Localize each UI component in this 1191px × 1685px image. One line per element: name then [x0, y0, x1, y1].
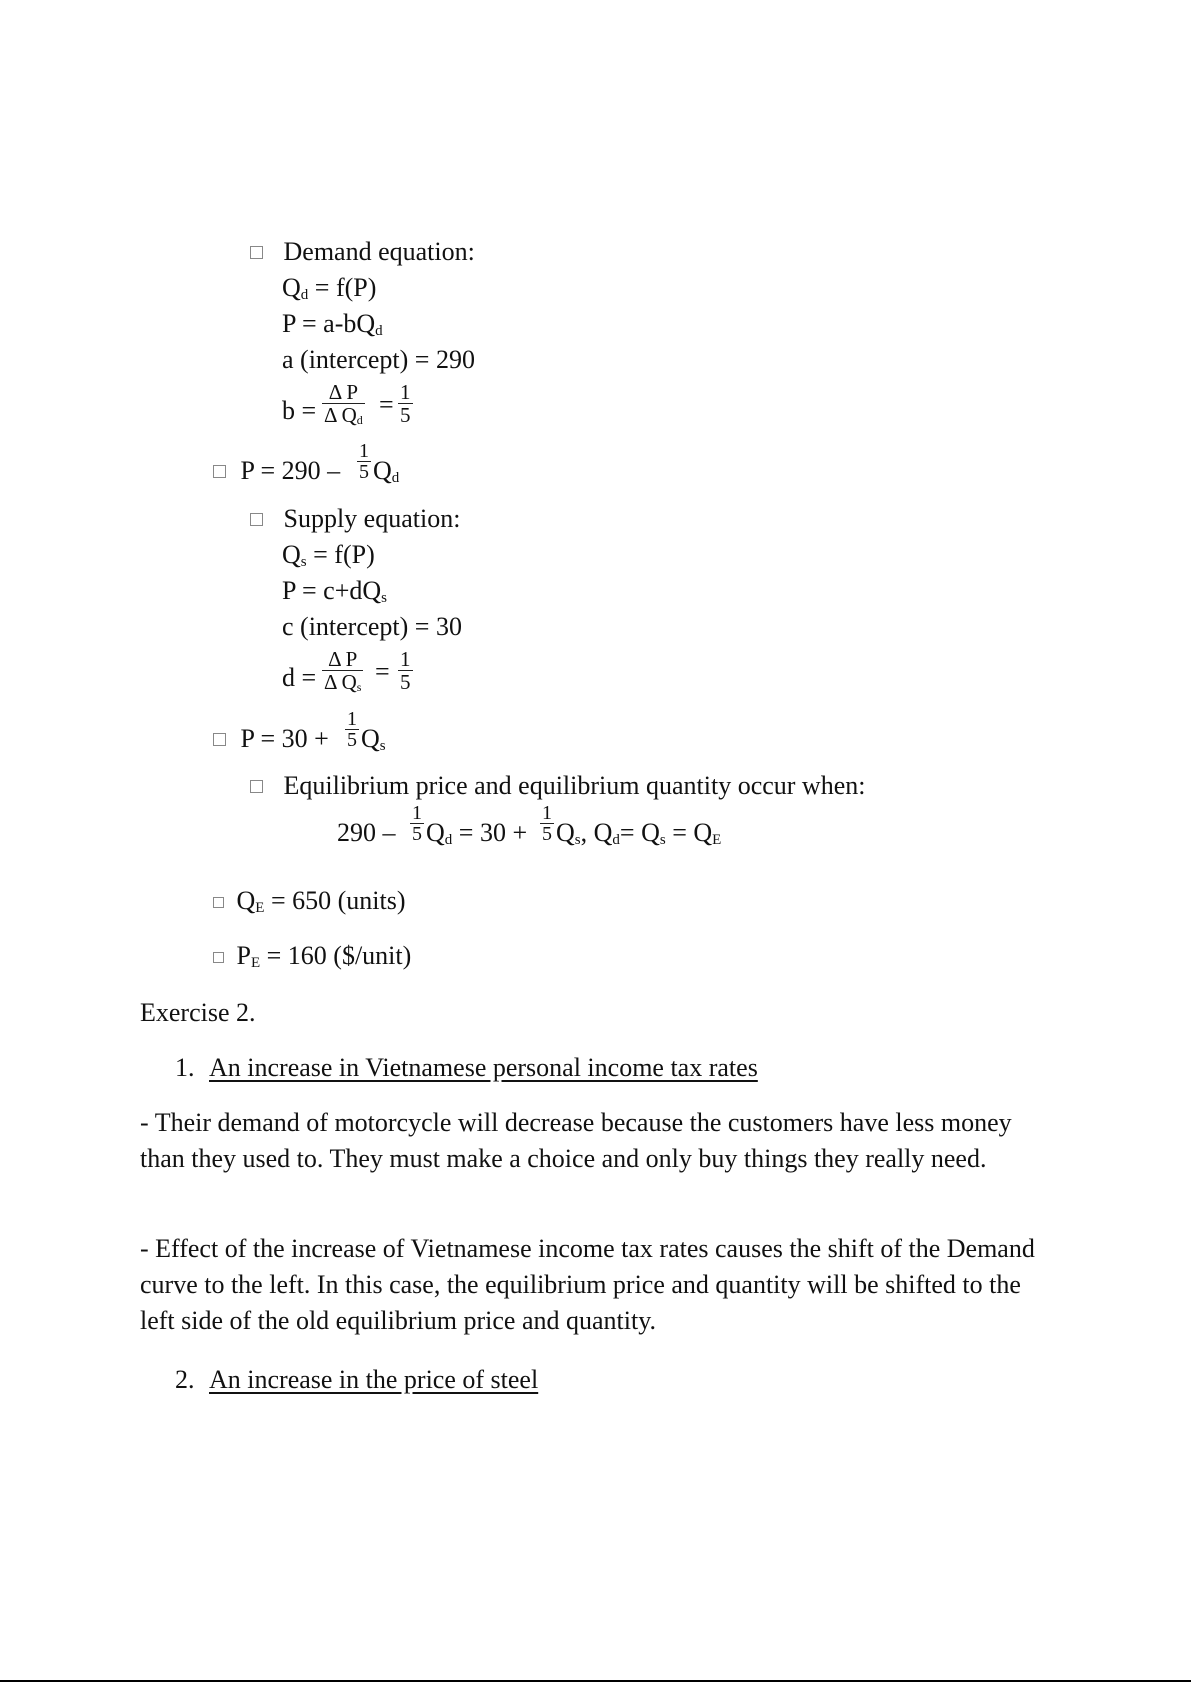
exercise-item-1: 1. An increase in Vietnamese personal income tax rates: [175, 1053, 758, 1082]
demand-b-lhs: b =: [282, 396, 317, 425]
exercise-paragraph-1: - Their demand of motorcycle will decrease because the customers have less money than they used to. They must make a choice and only buy things they really need.: [140, 1108, 1012, 1173]
demand-intercept: a (intercept) = 290: [282, 345, 475, 374]
page-bottom-rule: [0, 1680, 1191, 1682]
supply-heading-line: [250, 504, 460, 534]
demand-ratio-fraction: $\frac{1}{5}$: [400, 380, 411, 427]
equilibrium-heading-line: [250, 771, 865, 801]
supply-p-equation: $P = c+dQ_s$: [282, 576, 387, 606]
demand-result-fraction: $\frac{1}{5}$: [359, 440, 369, 483]
supply-slope-fraction: $\frac{\text{Δ P}}{\Delta Q_s}$: [324, 647, 362, 694]
demand-result-left: P = 290 –: [240, 456, 341, 485]
supply-qs-line: $Q_s = f(P)$: [282, 540, 375, 570]
demand-slope-fraction: $\frac{\text{Δ P}}{\Delta Q_d}$: [324, 380, 363, 427]
equilibrium-eq-mid: $Q_d = 30$ +: [426, 818, 528, 848]
equilibrium-heading: Equilibrium price and equilibrium quantity occur when:: [283, 771, 866, 800]
supply-result-left: P = 30 +: [240, 724, 329, 753]
equilibrium-eq-left: 290 –: [337, 818, 396, 847]
supply-intercept: c (intercept) = 30: [282, 612, 462, 641]
supply-d-lhs: d =: [282, 663, 317, 692]
supply-result-q: $Q_s$: [361, 724, 386, 754]
equilibrium-fraction-1: $\frac{1}{5}$: [412, 802, 422, 845]
bullet-checkbox-icon: [250, 780, 263, 793]
bullet-checkbox-icon: [213, 733, 226, 746]
exercise-item-2: 2. An increase in the price of steel: [175, 1365, 539, 1394]
bullet-checkbox-icon: [213, 952, 224, 963]
supply-heading: Supply equation:: [283, 504, 461, 533]
pe-result-line: $P_E = 160$ ($/unit): [213, 941, 411, 971]
supply-equals: =: [375, 657, 390, 686]
demand-heading-line: [250, 237, 475, 267]
equilibrium-fraction-2: $\frac{1}{5}$: [542, 802, 552, 845]
supply-ratio-fraction: $\frac{1}{5}$: [400, 647, 411, 694]
demand-equals: =: [379, 390, 394, 419]
demand-p-equation: $P = a-bQ_d$: [282, 309, 383, 339]
exercise-item-2-title: An increase in the price of steel: [209, 1365, 539, 1394]
bullet-checkbox-icon: [213, 465, 226, 478]
bullet-checkbox-icon: [213, 897, 224, 908]
demand-result-line: [213, 456, 340, 486]
demand-qd-line: $Q_d = f(P)$: [282, 273, 377, 303]
exercise-title: Exercise 2.: [140, 998, 256, 1027]
qe-result-line: $Q_E = 650$ (units): [213, 886, 406, 916]
supply-result-line: [213, 724, 329, 754]
demand-result-q: $Q_d$: [373, 456, 400, 486]
exercise-paragraph-2: - Effect of the increase of Vietnamese income tax rates causes the shift of the Demand curve to the left. In this case, the equilibrium price and quantity will be shifted to the left side of the old equilibrium price and quantity.: [140, 1234, 1035, 1335]
bullet-checkbox-icon: [250, 246, 263, 259]
equilibrium-eq-right: $Q_s$, $Q_d= Q_s = Q_E$: [556, 818, 722, 848]
demand-heading: Demand equation:: [283, 237, 475, 266]
bullet-checkbox-icon: [250, 513, 263, 526]
supply-result-fraction: $\frac{1}{5}$: [347, 708, 357, 751]
exercise-item-1-title: An increase in Vietnamese personal income tax rates: [209, 1053, 758, 1082]
